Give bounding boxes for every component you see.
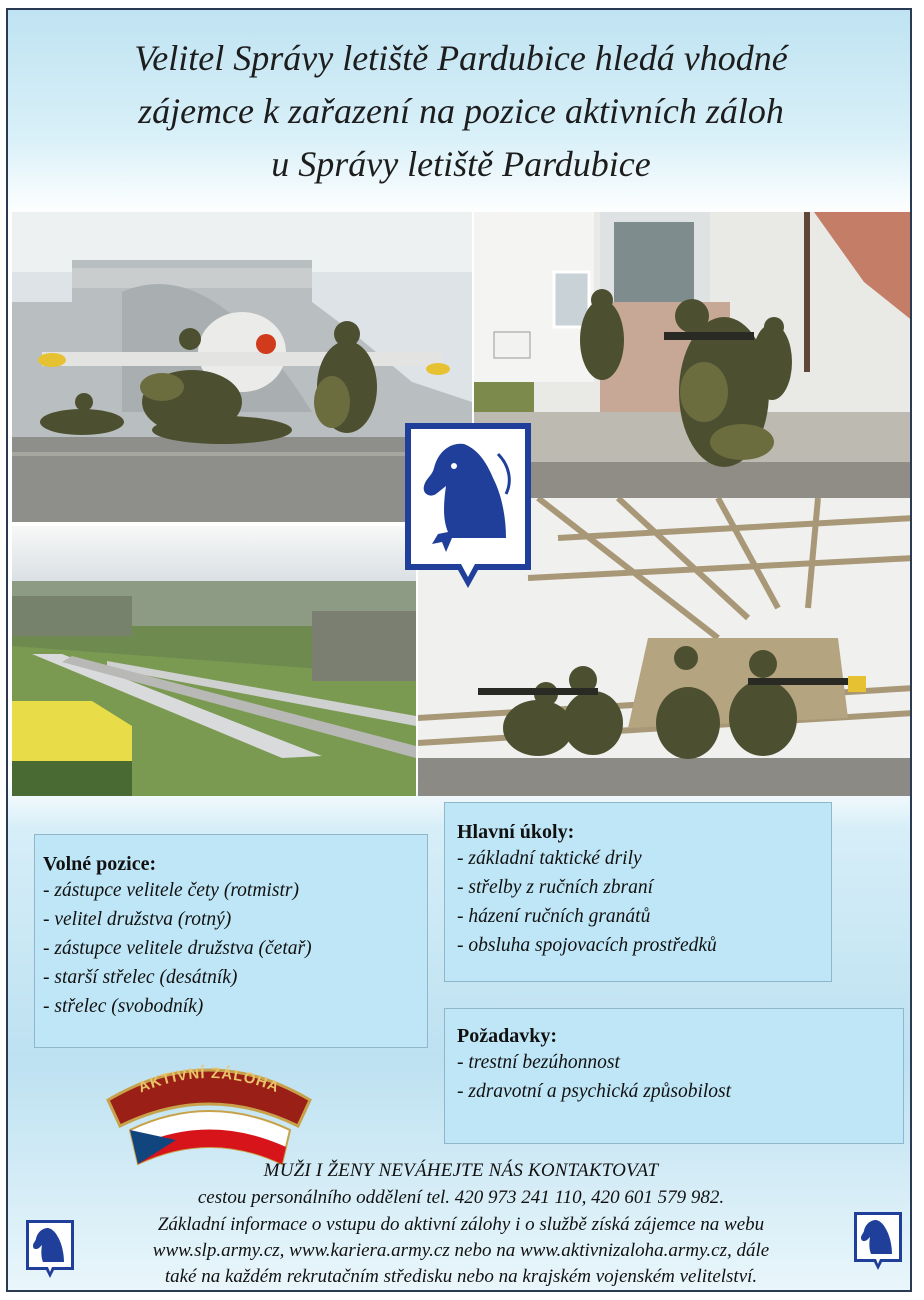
recruitment-poster [6,8,912,1292]
corner-emblem-right [852,1210,904,1272]
position-item: - zástupce velitele družstva (četař) [43,938,312,959]
contact-info-line: také na každém rekrutačním středisku nebo na krajském vojenském velitelství. [164,1266,758,1287]
task-item: - střelby z ručních zbraní [457,877,654,898]
task-item: - obsluha spojovacích prostředků [457,935,717,956]
tasks-box [444,802,832,982]
position-item: - velitel družstva (rotný) [43,909,232,930]
contact-info-line: www.slp.army.cz, www.kariera.army.cz nebo na www.aktivnizaloha.army.cz, dále [152,1240,770,1261]
title-line-2: zájemce k zařazení na pozice aktivních záloh [138,91,784,131]
positions-box [34,834,428,1048]
unit-badge-emblem [402,420,534,592]
reserve-logo-text: AKTIVNÍ ZÁLOHA [135,1064,283,1097]
contact-phone-line: cestou personálního oddělení tel. 420 973 241 110, 420 601 579 982. [197,1187,725,1208]
contact-info-line: Základní informace o vstupu do aktivní zálohy i o službě získá zájemce na webu [157,1214,765,1235]
requirements-heading: Požadavky: [457,1025,557,1047]
requirement-item: - trestní bezúhonnost [457,1052,620,1073]
title-line-3: u Správy letiště Pardubice [271,144,651,184]
position-item: - střelec (svobodník) [43,996,204,1017]
positions-heading: Volné pozice: [43,853,157,875]
contact-headline: MUŽI I ŽENY NEVÁHEJTE NÁS KONTAKTOVAT [263,1160,659,1181]
requirements-box [444,1008,904,1144]
photo-airfield-aerial [12,526,416,796]
poster-title [8,32,912,191]
position-item: - starší střelec (desátník) [43,967,238,988]
photo-soldiers-building [474,212,912,498]
tasks-heading: Hlavní úkoly: [457,821,575,843]
active-reserve-logo [104,1060,314,1168]
requirement-item: - zdravotní a psychická způsobilost [457,1081,732,1102]
task-item: - základní taktické drily [457,848,642,869]
position-item: - zástupce velitele čety (rotmistr) [43,880,299,901]
task-item: - házení ručních granátů [457,906,651,927]
title-line-1: Velitel Správy letiště Pardubice hledá vhodné [134,38,788,78]
corner-emblem-left [24,1218,76,1280]
